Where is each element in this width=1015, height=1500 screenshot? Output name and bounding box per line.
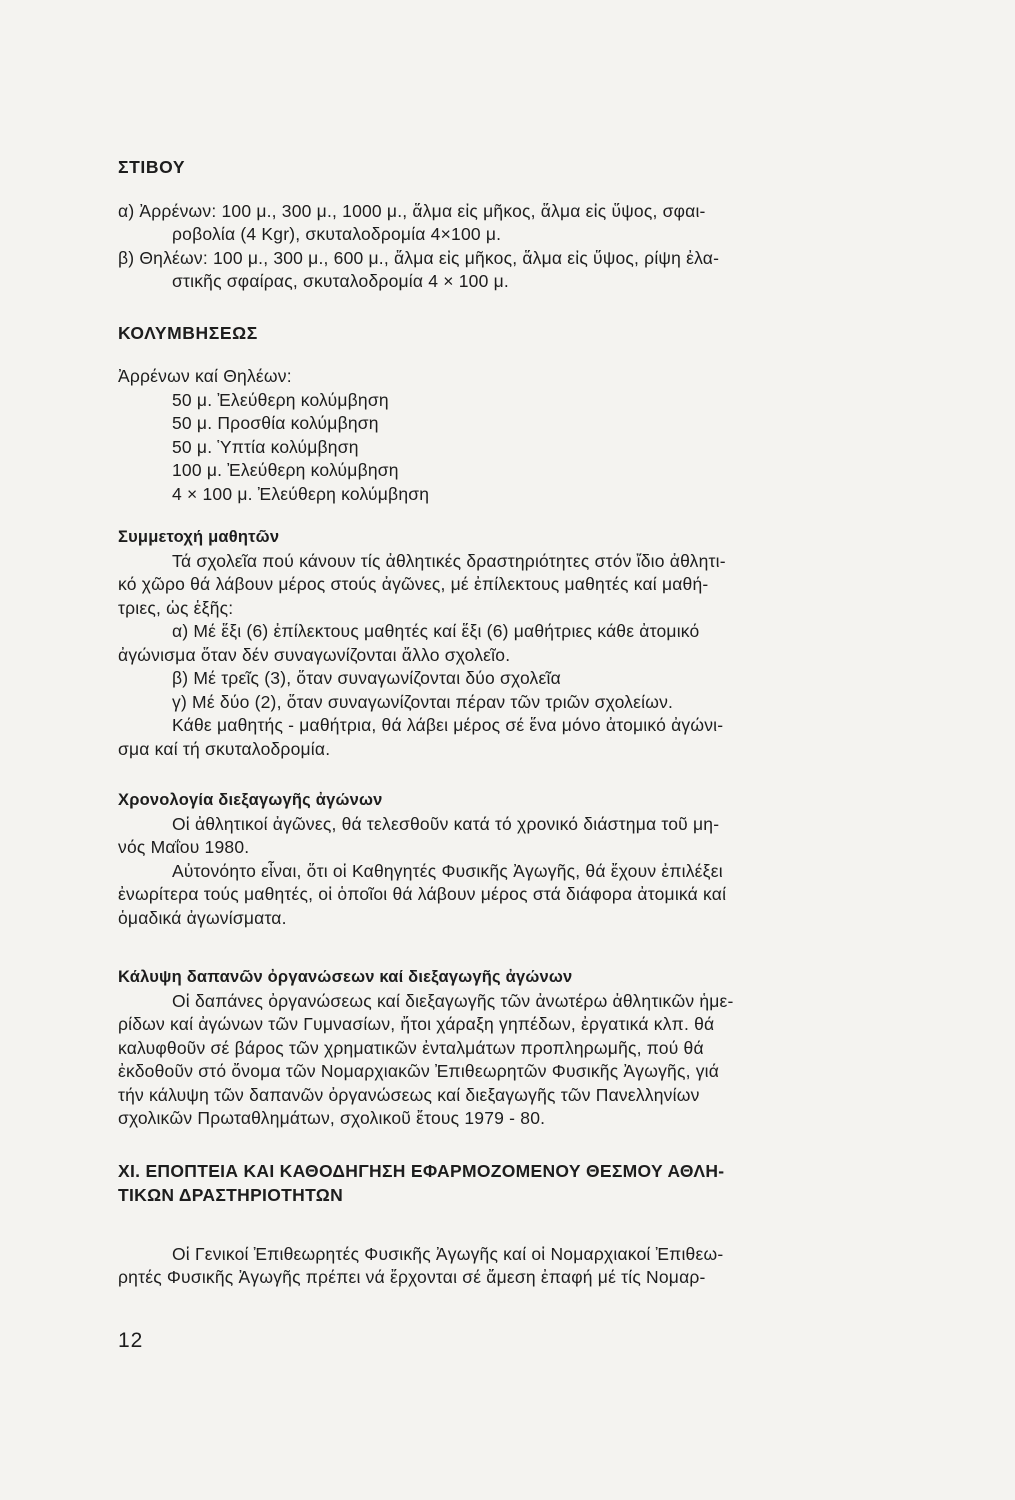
xronologia-p1-l1: Οἱ ἀθλητικοί ἀγῶνες, θά τελεσθοῦν κατά τό χρονικό διάστημα τοῦ μη- (172, 813, 720, 834)
spacer (118, 294, 860, 322)
page-content (118, 156, 860, 1290)
page-number: 12 (118, 1329, 144, 1352)
spacer (118, 1131, 860, 1159)
symmetoxi-p1-l1: Τά σχολεῖα πού κάνουν τίς ἀθλητικές δραστηριότητες στόν ἴδιο ἀθλητι- (172, 550, 726, 571)
swim-item: 50 μ. Ὑπτία κολύμβηση (172, 436, 359, 457)
stivou-b-line1: β) Θηλέων: 100 μ., 300 μ., 600 μ., ἅλμα εἰς μῆκος, ἅλμα εἰς ὕψος, ρίψη ἐλα- (118, 247, 720, 268)
heading-symmetoxi: Συμμετοχή μαθητῶν (118, 528, 280, 546)
swim-item: 4 × 100 μ. Ἐλεύθερη κολύμβηση (172, 483, 430, 504)
kalypsi-l4: ἐκδοθοῦν στό ὄνομα τῶν Νομαρχιακῶν Ἐπιθεωρητῶν Φυσικῆς Ἀγωγῆς, γιά (118, 1061, 720, 1081)
symmetoxi-p2-l2: σμα καί τή σκυταλοδρομία. (118, 738, 331, 759)
section-xi-l2: ρητές Φυσικῆς Ἀγωγῆς πρέπει νά ἔρχονται σέ ἄμεση ἐπαφή μέ τίς Νομαρ- (118, 1267, 706, 1287)
xronologia-p2-l3: ὁμαδικά ἀγωνίσματα. (118, 907, 287, 928)
xronologia-p2-l2: ἐνωρίτερα τούς μαθητές, οἱ ὁποῖοι θά λάβουν μέρος στά διάφορα ἀτομικά καί (118, 884, 727, 904)
kalypsi-l6: σχολικῶν Πρωταθλημάτων, σχολικοῦ ἔτους 1979 - 80. (118, 1108, 546, 1128)
swim-item: 50 μ. Ἐλεύθερη κολύμβηση (172, 389, 389, 410)
symmetoxi-p1-l3: τριες, ὡς ἑξῆς: (118, 597, 234, 618)
stivou-a-line1: α) Ἀρρένων: 100 μ., 300 μ., 1000 μ., ἅλμα εἰς μῆκος, ἅλμα εἰς ὕψος, σφαι- (118, 200, 706, 221)
spacer (118, 1207, 860, 1243)
stivou-a-line2: ροβολία (4 Kgr), σκυταλοδρομία 4×100 μ. (172, 224, 502, 244)
heading-kalypsi: Κάλυψη δαπανῶν ὀργανώσεων καί διεξαγωγῆς ἀγώνων (118, 968, 573, 986)
symmetoxi-c: γ) Μέ δύο (2), ὅταν συναγωνίζονται πέραν τῶν τριῶν σχολείων. (172, 691, 674, 712)
kalypsi-l5: τήν κάλυψη τῶν δαπανῶν ὀργανώσεως καί διεξαγωγῆς τῶν Πανελληνίων (118, 1084, 700, 1105)
heading-kolymviseos: ΚΟΛΥΜΒΗΣΕΩΣ (118, 322, 258, 343)
kalypsi-l3: καλυφθοῦν σέ βάρος τῶν χρηματικῶν ἐνταλμάτων προπληρωμῆς, πού θά (118, 1037, 704, 1058)
symmetoxi-p2-l1: Κάθε μαθητής - μαθήτρια, θά λάβει μέρος σέ ἕνα μόνο ἀτομικό ἀγώνι- (172, 715, 724, 735)
spacer (118, 345, 860, 365)
kolymviseos-intro: Ἀρρένων καί Θηλέων: (118, 366, 292, 386)
kalypsi-l1: Οἱ δαπάνες ὀργανώσεως καί διεξαγωγῆς τῶν ἀνωτέρω ἀθλητικῶν ἡμε- (172, 990, 734, 1011)
symmetoxi-p1-l2: κό χῶρο θά λάβουν μέρος στούς ἀγῶνες, μέ ἐπίλεκτους μαθητές καί μαθή- (118, 574, 709, 594)
stivou-b-line2: στικῆς σφαίρας, σκυταλοδρομία 4 × 100 μ. (172, 271, 509, 291)
heading-xronologia: Χρονολογία διεξαγωγῆς ἀγώνων (118, 791, 383, 809)
symmetoxi-a-l2: ἀγώνισμα ὅταν δέν συναγωνίζονται ἄλλο σχολεῖο. (118, 644, 511, 665)
xronologia-p1-l2: νός Μαΐου 1980. (118, 837, 250, 857)
xronologia-p2-l1: Αὐτονόητο εἶναι, ὅτι οἱ Καθηγητές Φυσικῆς Ἀγωγῆς, θά ἔχουν ἐπιλέξει (172, 860, 723, 881)
spacer (118, 506, 860, 526)
heading-section-xi-line2: ΤΙΚΩΝ ΔΡΑΣΤΗΡΙΟΤΗΤΩΝ (118, 1184, 344, 1205)
spacer (118, 761, 860, 789)
swim-item: 50 μ. Προσθία κολύμβηση (172, 413, 379, 433)
symmetoxi-a-l1: α) Μέ ἕξι (6) ἐπίλεκτους μαθητές καί ἕξι (6) μαθήτριες κάθε ἀτομικό (172, 621, 700, 641)
swim-item: 100 μ. Ἐλεύθερη κολύμβηση (172, 460, 399, 480)
heading-stivou: ΣΤΙΒΟΥ (118, 157, 186, 177)
spacer (118, 180, 860, 200)
kalypsi-l2: ρίδων καί ἀγώνων τῶν Γυμνασίων, ἤτοι χάραξη γηπέδων, ἐργατικά κλπ. θά (118, 1014, 715, 1034)
spacer (118, 930, 860, 966)
heading-section-xi-line1: XI. ΕΠΟΠΤΕΙΑ ΚΑΙ ΚΑΘΟΔΗΓΗΣΗ ΕΦΑΡΜΟΖΟΜΕΝΟΥ ΘΕΣΜΟΥ ΑΘΛΗ- (118, 1160, 725, 1181)
symmetoxi-b: β) Μέ τρεῖς (3), ὅταν συναγωνίζονται δύο σχολεῖα (172, 668, 561, 688)
section-xi-l1: Οἱ Γενικοί Ἐπιθεωρητές Φυσικῆς Ἀγωγῆς καί οἱ Νομαρχιακοί Ἐπιθεω- (172, 1243, 724, 1264)
